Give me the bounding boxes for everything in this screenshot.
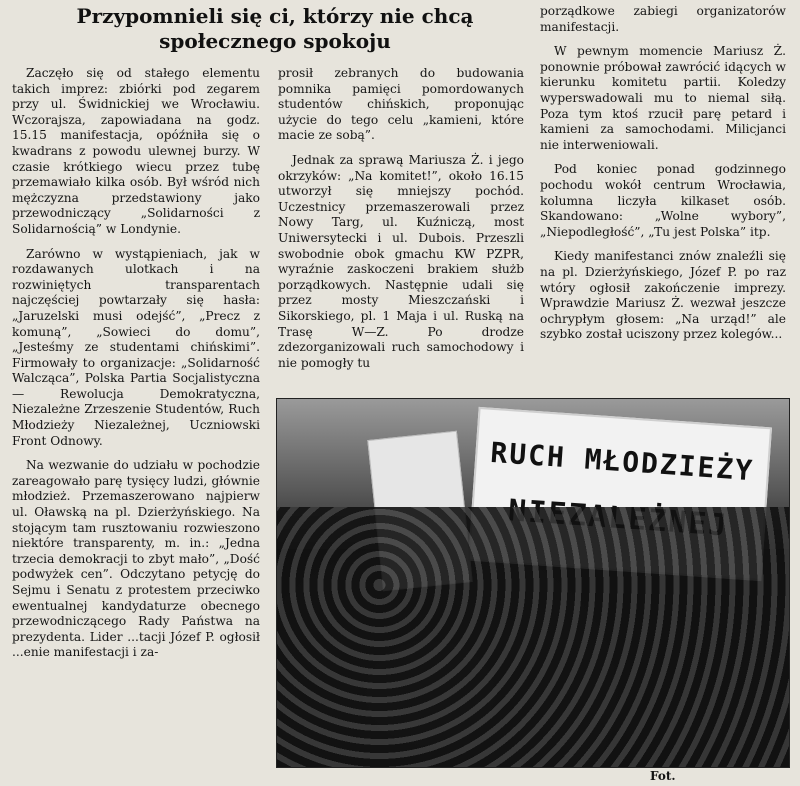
paragraph: Kiedy manifestanci znów znaleźli się na pl. Dzierżyńskiego, Józef P. po raz wtóry ogłosił zakończenie imprezy. Wprawdzie Mariusz Ż. wezwał jeszcze ochrypłym głosem: „Na urząd!” ale szybko został uciszony przez kolegów... (540, 249, 786, 342)
paragraph: W pewnym momencie Mariusz Ż. ponownie próbował zawrócić idących w kierunku komitetu partii. Koledzy wyperswadowali mu to niemal siłą. Poza tym ktoś rzucił parę petard i kamieni za samochodami. Milicjanci nie interweniowali. (540, 44, 786, 152)
article-column-2 (278, 66, 524, 394)
paragraph: Zarówno w wystąpieniach, jak w rozdawanych ulotkach i na rozwiniętych transparentach najczęściej powtarzały się hasła: „Jaruzelski musi odejść”, „Precz z komuną”, „Sowieci do domu”, „Jesteśmy ze studentami chińskimi”. Firmowały to organizacje: „Solidarność Walcząca”, Polska Partia Socjalistyczna — Rewolucja Demokratyczna, Niezależne Zrzeszenie Studentów, Ruch Młodzieży Niezależnej, Uczniowski Front Odnowy. (12, 246, 260, 448)
photo-crowd (277, 507, 789, 767)
paragraph: porządkowe zabiegi organizatorów manifestacji. (540, 4, 786, 34)
article-column-1 (12, 66, 260, 782)
paragraph: Jednak za sprawą Mariusza Ż. i jego okrzyków: „Na komitet!”, około 16.15 utworzył się mniejszy pochód. Uczestnicy przemaszerowali przez Nowy Targ, ul. Kuźniczą, most Uniwersytecki i ul. Dubois. Przeszli swobodnie obok gmachu KW PZPR, wyraźnie zaskoczeni brakiem służb porządkowych. Następnie udali się przez mosty Mieszczański i Sikorskiego, pl. 1 Maja i ul. Ruską na Trasę W—Z. Po drodze zdezorganizowali ruch samochodowy i nie pomogły tu (278, 152, 524, 370)
paragraph: Zaczęło się od stałego elementu takich imprez: zbiórki pod zegarem przy ul. Świdnickiej we Wrocławiu. Wczorajsza, zapowiadana na godz. 15.15 manifestacja, opóźniła się o kwadrans z powodu ulewnej burzy. W czasie krótkiego wiecu przez tubę przemawiało kilka osób. Był wśród nich mężczyzna przedstawiony jako przewodniczący „Solidarności z Solidarnością” w Londynie. (12, 66, 260, 236)
article-column-3 (540, 4, 786, 396)
article-headline (30, 4, 520, 54)
protest-photo (276, 398, 790, 768)
banner-text-line-1: RUCH MŁODZIEŻY (489, 435, 756, 488)
paragraph: Na wezwanie do udziału w pochodzie zareagowało parę tysięcy ludzi, głównie młodzież. Przemaszerowano najpierw ul. Oławską na pl. Dzierżyńskiego. Na stojącym tam rusztowaniu rozwieszono niektóre transparenty, m. in.: „Jedna trzecia demokracji to zbyt mało”, „Dość podwyżek cen”. Odczytano petycję do Sejmu i Senatu z protestem przeciwko ewentualnej kandydaturze obecnego przewodniczącego Rady Państwa na prezydenta. Lider ...tacji Józef P. ogłosił ...enie manifestacji i za- (12, 458, 260, 660)
paragraph: Pod koniec ponad godzinnego pochodu wokół centrum Wrocławia, kolumna liczyła kilkaset osób. Skandowano: „Wolne wybory”, „Niepodległość”, „Tu jest Polska” itp. (540, 162, 786, 239)
headline-line-1: Przypomnieli się ci, którzy nie chcą (76, 4, 474, 28)
headline-line-2: społecznego spokoju (159, 29, 391, 53)
photo-credit: Fot. (650, 769, 676, 783)
paragraph: prosił zebranych do budowania pomnika pamięci pomordowanych studentów chińskich, proponując użycie do tego celu „kamieni, które macie ze sobą”. (278, 66, 524, 143)
